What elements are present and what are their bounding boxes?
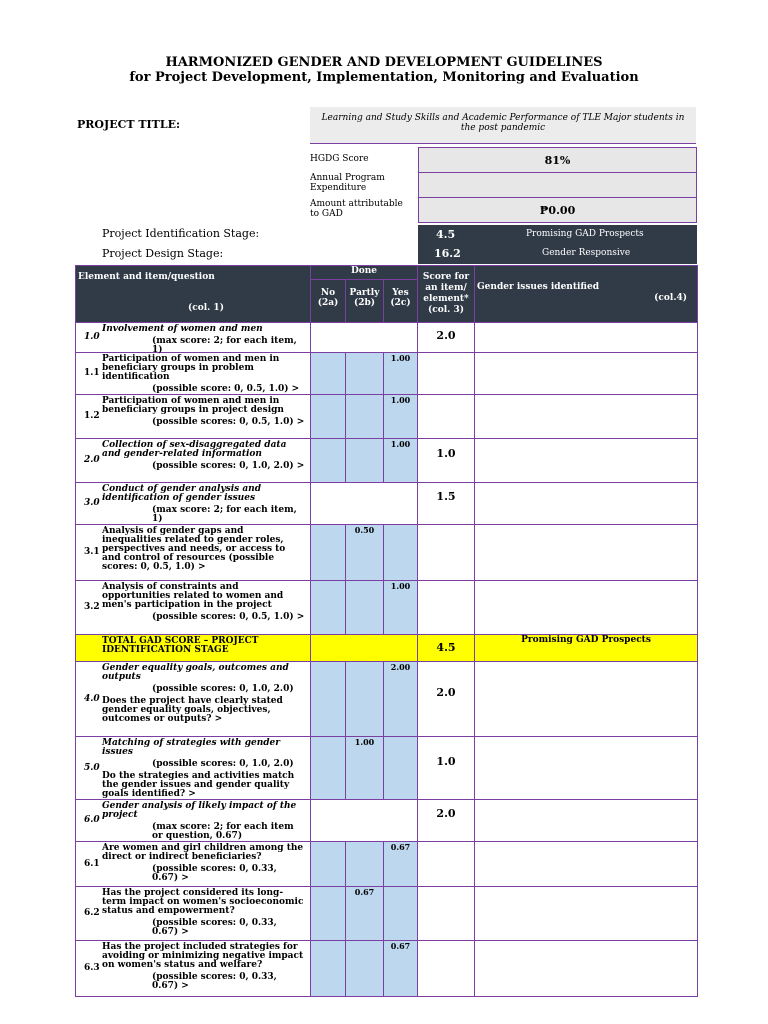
row-issues[interactable] <box>475 887 698 941</box>
row-score <box>418 842 475 887</box>
row-partly[interactable] <box>346 439 384 483</box>
row-yes[interactable]: 1.00 <box>384 395 418 439</box>
document-title: HARMONIZED GENDER AND DEVELOPMENT GUIDELINES <box>165 55 603 70</box>
row-yes[interactable] <box>384 525 418 581</box>
row-partly[interactable]: 0.67 <box>346 887 384 941</box>
row-score: 4.5 <box>418 635 475 662</box>
header-col1: (col. 1) <box>188 303 224 313</box>
annual-label: Annual Program Expenditure <box>310 173 385 193</box>
row-text: Participation of women and men in beneficiary groups in project design (possible scores: 0, 0.5, 1.0) > <box>102 396 305 427</box>
row-no[interactable] <box>311 842 346 887</box>
row-number: 3.1 <box>84 547 100 557</box>
row-issues[interactable] <box>475 353 698 395</box>
table-header-row <box>76 266 698 323</box>
row-yes[interactable]: 1.00 <box>384 353 418 395</box>
table-row <box>76 395 698 439</box>
row-issues[interactable] <box>475 525 698 581</box>
row-element <box>76 800 311 842</box>
row-issues[interactable] <box>475 941 698 997</box>
row-issues[interactable] <box>475 737 698 800</box>
row-number: 1.0 <box>84 332 100 342</box>
header-element <box>76 266 311 323</box>
hgdg-table <box>75 265 698 997</box>
row-number: 2.0 <box>84 455 100 465</box>
row-text: Has the project considered its long-term impact on women's socioeconomic status and empowerment? (possible scores: 0, 0.33, 0.67) > <box>102 888 304 937</box>
row-score: 1.0 <box>418 737 475 800</box>
amount-value: ₱0.00 <box>539 203 576 217</box>
row-score: 2.0 <box>418 662 475 737</box>
row-score: 2.0 <box>418 323 475 353</box>
row-no[interactable] <box>311 353 346 395</box>
id-stage-score: 4.5 <box>436 228 456 241</box>
row-score <box>418 395 475 439</box>
table-row <box>76 581 698 635</box>
table-row <box>76 353 698 395</box>
row-no[interactable] <box>311 737 346 800</box>
amount-label: Amount attributable to GAD <box>310 199 403 219</box>
row-partly[interactable] <box>346 395 384 439</box>
header-done <box>311 266 418 323</box>
design-stage-result: Gender Responsive <box>542 248 631 258</box>
id-stage-result: Promising GAD Prospects <box>526 229 644 239</box>
row-partly[interactable]: 0.50 <box>346 525 384 581</box>
row-score: 1.0 <box>418 439 475 483</box>
id-stage-bar <box>418 225 697 244</box>
row-element <box>76 581 311 635</box>
row-yes[interactable] <box>384 887 418 941</box>
row-no[interactable] <box>311 395 346 439</box>
row-yes[interactable]: 0.67 <box>384 842 418 887</box>
row-issues[interactable] <box>475 483 698 525</box>
row-done-merged <box>311 483 418 525</box>
row-element <box>76 483 311 525</box>
row-issues[interactable] <box>475 581 698 635</box>
row-element <box>76 662 311 737</box>
row-text: Involvement of women and men (max score: 2; for each item, 1) <box>102 324 297 355</box>
row-element <box>76 941 311 997</box>
header-yes: Yes (2c) <box>390 288 411 308</box>
row-yes[interactable]: 1.00 <box>384 581 418 635</box>
header-issues: Gender issues identified (col.4) <box>475 266 698 323</box>
row-done-merged <box>311 323 418 353</box>
row-element <box>76 635 311 662</box>
table-row <box>76 842 698 887</box>
row-element <box>76 737 311 800</box>
row-text: Analysis of constraints and opportunities related to women and men's participation in the project (possible scores: 0, 0.5, 1.0) > <box>102 582 305 622</box>
annual-box <box>418 172 697 198</box>
project-title-label: PROJECT TITLE: <box>77 118 181 131</box>
row-done-merged <box>311 635 418 662</box>
row-text: Analysis of gender gaps and inequalities related to gender roles, perspectives and needs, or access to and control of resources (possible scores: 0, 0.5, 1.0) > <box>102 526 286 572</box>
hgdg-value: 81% <box>544 153 571 167</box>
row-no[interactable] <box>311 662 346 737</box>
table-row <box>76 439 698 483</box>
row-element <box>76 353 311 395</box>
row-no[interactable] <box>311 439 346 483</box>
row-score <box>418 353 475 395</box>
table-row <box>76 887 698 941</box>
row-text: Collection of sex-disaggregated data and gender-related information (possible scores: 0, 1.0, 2.0) > <box>102 440 305 471</box>
row-text: Has the project included strategies for avoiding or minimizing negative impact on women's status and welfare? (possible scores: 0, 0.33, 0.67) > <box>102 942 304 991</box>
row-number: 6.1 <box>84 858 100 869</box>
amount-box <box>418 197 697 223</box>
row-element <box>76 439 311 483</box>
header-partly: Partly (2b) <box>346 280 384 322</box>
row-issues[interactable] <box>475 323 698 353</box>
row-text: Conduct of gender analysis and identification of gender issues (max score: 2; for each item, 1) <box>102 484 297 524</box>
table-row <box>76 323 698 353</box>
row-partly[interactable] <box>346 941 384 997</box>
row-done-merged <box>311 800 418 842</box>
project-title-box <box>310 107 696 144</box>
design-stage-label: Project Design Stage: <box>102 247 224 260</box>
annual-value <box>419 173 696 197</box>
row-element <box>76 842 311 887</box>
table-row <box>76 483 698 525</box>
row-number: 1.2 <box>84 411 100 421</box>
header-no: No (2a) <box>311 280 346 322</box>
header-element-label: Element and item/question <box>78 272 215 282</box>
row-yes[interactable]: 1.00 <box>384 439 418 483</box>
row-partly[interactable] <box>346 581 384 635</box>
table-row <box>76 800 698 842</box>
row-number: 6.0 <box>84 815 100 825</box>
row-partly[interactable] <box>346 353 384 395</box>
row-text: Gender analysis of likely impact of the project (max score: 2; for each item or question, 0.67) <box>102 801 297 841</box>
row-no[interactable] <box>311 887 346 941</box>
row-text: TOTAL GAD SCORE – PROJECT IDENTIFICATION STAGE <box>102 636 259 655</box>
row-number: 1.1 <box>84 368 100 378</box>
design-stage-bar <box>418 244 697 264</box>
row-score <box>418 581 475 635</box>
row-text: Participation of women and men in beneficiary groups in problem identification (possible score: 0, 0.5, 1.0) > <box>102 354 300 394</box>
header-done-label: Done <box>311 266 417 280</box>
row-issues[interactable] <box>475 662 698 737</box>
project-title-value: Learning and Study Skills and Academic Performance of TLE Major students in the post pandemic <box>321 113 685 133</box>
row-issues[interactable] <box>475 800 698 842</box>
header-done-sub <box>311 280 417 322</box>
row-issues[interactable]: Promising GAD Prospects <box>475 635 698 662</box>
row-number: 6.3 <box>84 963 100 973</box>
row-text: Are women and girl children among the direct or indirect beneficiaries? (possible scores: 0, 0.33, 0.67) > <box>102 843 304 883</box>
row-yes[interactable]: 0.67 <box>384 941 418 997</box>
row-text: Gender equality goals, outcomes and outputs (possible scores: 0, 1.0, 2.0) Does the project have clearly stated gender equality goals, objectives, outcomes or outputs? > <box>102 663 294 724</box>
row-number: 5.0 <box>84 762 100 773</box>
document-subtitle: for Project Development, Implementation, Monitoring and Evaluation <box>129 70 639 85</box>
row-element <box>76 323 311 353</box>
row-element <box>76 395 311 439</box>
row-partly[interactable] <box>346 662 384 737</box>
row-no[interactable] <box>311 941 346 997</box>
table-row <box>76 525 698 581</box>
row-no[interactable] <box>311 581 346 635</box>
row-no[interactable] <box>311 525 346 581</box>
row-score <box>418 887 475 941</box>
row-score: 1.5 <box>418 483 475 525</box>
id-stage-label: Project Identification Stage: <box>102 227 260 240</box>
row-partly[interactable] <box>346 842 384 887</box>
row-element <box>76 525 311 581</box>
row-number: 4.0 <box>84 693 100 704</box>
row-element <box>76 887 311 941</box>
table-row <box>76 737 698 800</box>
hgdg-label: HGDG Score <box>310 154 369 164</box>
row-issues[interactable] <box>475 842 698 887</box>
hgdg-box <box>418 147 697 173</box>
row-yes[interactable] <box>384 737 418 800</box>
row-partly[interactable]: 1.00 <box>346 737 384 800</box>
row-number: 3.0 <box>84 498 100 508</box>
row-score <box>418 525 475 581</box>
table-row <box>76 941 698 997</box>
design-stage-score: 16.2 <box>434 247 461 260</box>
table-row <box>76 662 698 737</box>
row-yes[interactable]: 2.00 <box>384 662 418 737</box>
row-issues[interactable] <box>475 439 698 483</box>
row-score: 2.0 <box>418 800 475 842</box>
table-row <box>76 635 698 662</box>
row-text: Matching of strategies with gender issues (possible scores: 0, 1.0, 2.0) Do the strategies and activities match the gender issues and gender quality goals identified? > <box>102 738 295 799</box>
row-issues[interactable] <box>475 395 698 439</box>
row-score <box>418 941 475 997</box>
header-score: Score for an item/ element* (col. 3) <box>418 266 475 323</box>
row-number: 3.2 <box>84 602 100 612</box>
row-number: 6.2 <box>84 908 100 918</box>
